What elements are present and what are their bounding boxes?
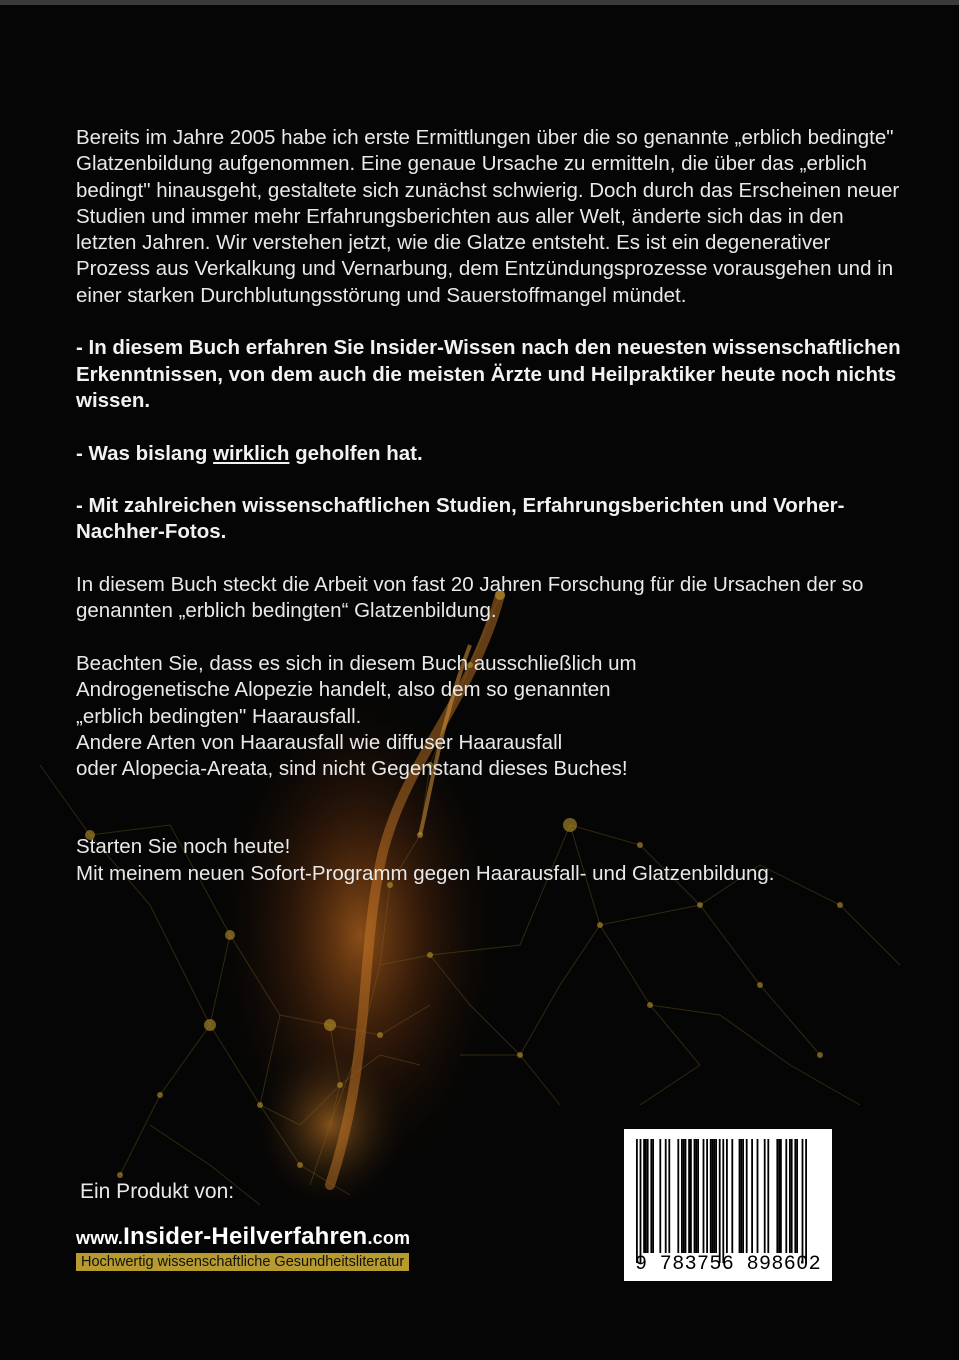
barcode-bar <box>796 1139 798 1253</box>
barcode-bar <box>764 1139 766 1253</box>
barcode-bar <box>780 1139 782 1253</box>
isbn-barcode <box>624 1129 832 1281</box>
barcode-bar <box>659 1139 661 1253</box>
barcode-bar <box>731 1139 733 1253</box>
barcode-bar <box>802 1139 804 1263</box>
barcode-bar <box>789 1139 791 1253</box>
barcode-bar <box>643 1139 645 1253</box>
barcode-bar <box>681 1139 683 1253</box>
barcode-bar <box>719 1139 721 1263</box>
brand-url <box>76 1223 410 1252</box>
bullet-what-helped-post: geholfen hat. <box>289 441 423 465</box>
bullet-what-helped-emphasis: wirklich <box>213 441 290 465</box>
call-to-action <box>76 834 906 887</box>
barcode-bar <box>746 1139 748 1253</box>
barcode-bar <box>791 1139 793 1253</box>
barcode-bar <box>710 1139 712 1253</box>
scope-paragraph <box>76 651 906 782</box>
barcode-bar <box>652 1139 654 1253</box>
barcode-bar <box>757 1139 759 1253</box>
cta-line-2: Mit meinem neuen Sofort-Programm gegen Haarausfall- und Glatzenbildung. <box>76 861 775 885</box>
bullet-insider-knowledge: - In diesem Buch erfahren Sie Insider-Wissen nach den neuesten wissenschaftlichen Erkenntnissen, von dem auch die meisten Ärzte und Heilpraktiker heute noch nichts wissen. <box>76 336 901 412</box>
barcode-bar <box>805 1139 807 1263</box>
isbn-barcode-number: 9 783756 898602 <box>634 1253 822 1276</box>
barcode-bar <box>640 1139 642 1263</box>
scope-line-4: Andere Arten von Haarausfall wie diffuser Haarausfall <box>76 730 563 754</box>
barcode-bar <box>740 1139 742 1253</box>
barcode-bar <box>688 1139 690 1253</box>
intro-paragraph: Bereits im Jahre 2005 habe ich erste Ermittlungen über die so genannte „erblich bedingte" Glatzenbildung aufgenommen. Eine genaue Ursache zu ermitteln, die über das „erblich bedingt" hinausgeht, gestaltete sich zunächst schwierig. Doch durch das Erscheinen neuer Studien und immer mehr Erfahrungsberichten aus aller Welt, änderte sich das in den letzten Jahren. Wir verstehen jetzt, wie die Glatze entsteht. Es ist ein degenerativer Prozess aus Verkalkung und Vernarbung, dem Entzündungsprozesse vorausgehen und in einer starken Durchblutungsstörung und Sauerstoffmangel mündet. <box>76 126 900 307</box>
barcode-bar <box>794 1139 796 1253</box>
barcode-bar <box>645 1139 647 1253</box>
bullet-what-helped-pre: - Was bislang <box>76 441 214 465</box>
barcode-bar <box>739 1139 741 1253</box>
barcode-bar <box>683 1139 685 1253</box>
research-paragraph: In diesem Buch steckt die Arbeit von fast 20 Jahren Forschung für die Ursachen der so genannten „erblich bedingten“ Glatzenbildung. <box>76 573 864 623</box>
brand-name: Insider-Heilverfahren <box>123 1223 368 1250</box>
scope-line-5: oder Alopecia-Areata, sind nicht Gegenstand dieses Buches! <box>76 757 628 781</box>
barcode-bar <box>650 1139 652 1253</box>
bullet-what-helped <box>76 441 906 467</box>
barcode-bar <box>703 1139 705 1253</box>
barcode-bar <box>776 1139 778 1253</box>
barcode-bar <box>751 1139 753 1253</box>
brand-prefix: www. <box>76 1228 124 1248</box>
barcode-bar <box>694 1139 696 1253</box>
cta-line-1: Starten Sie noch heute! <box>76 835 291 859</box>
scope-line-2: Androgenetische Alopezie handelt, also dem so genannten <box>76 678 611 702</box>
back-cover-text <box>76 125 906 913</box>
barcode-bar <box>665 1139 667 1253</box>
scope-line-3: „erblich bedingten" Haarausfall. <box>76 704 362 728</box>
barcode-bar <box>685 1139 687 1253</box>
barcode-bar <box>706 1139 708 1253</box>
producer-label: Ein Produkt von: <box>80 1180 235 1203</box>
bullet-studies-photos: - Mit zahlreichen wissenschaftlichen Studien, Erfahrungsberichten und Vorher-Nachher-Fotos. <box>76 494 845 544</box>
barcode-bar <box>722 1139 724 1263</box>
barcode-bar <box>767 1139 769 1253</box>
barcode-bar <box>647 1139 649 1253</box>
barcode-bar <box>785 1139 787 1253</box>
barcode-bar <box>668 1139 670 1253</box>
barcode-bar <box>712 1139 714 1253</box>
barcode-bar <box>695 1139 697 1253</box>
barcode-bar <box>677 1139 679 1253</box>
barcode-bar <box>778 1139 780 1253</box>
barcode-bar <box>713 1139 715 1253</box>
brand-tagline: Hochwertig wissenschaftliche Gesundheitsliteratur <box>76 1253 409 1271</box>
publisher-brand-logo <box>76 1223 410 1271</box>
scope-line-1: Beachten Sie, dass es sich in diesem Buch ausschließlich um <box>76 651 637 675</box>
barcode-bar <box>697 1139 699 1253</box>
brand-suffix: .com <box>367 1228 411 1248</box>
barcode-bar <box>690 1139 692 1253</box>
barcode-bar <box>726 1139 728 1253</box>
barcode-bar <box>636 1139 638 1263</box>
barcode-bar <box>742 1139 744 1253</box>
barcode-bar <box>715 1139 717 1253</box>
